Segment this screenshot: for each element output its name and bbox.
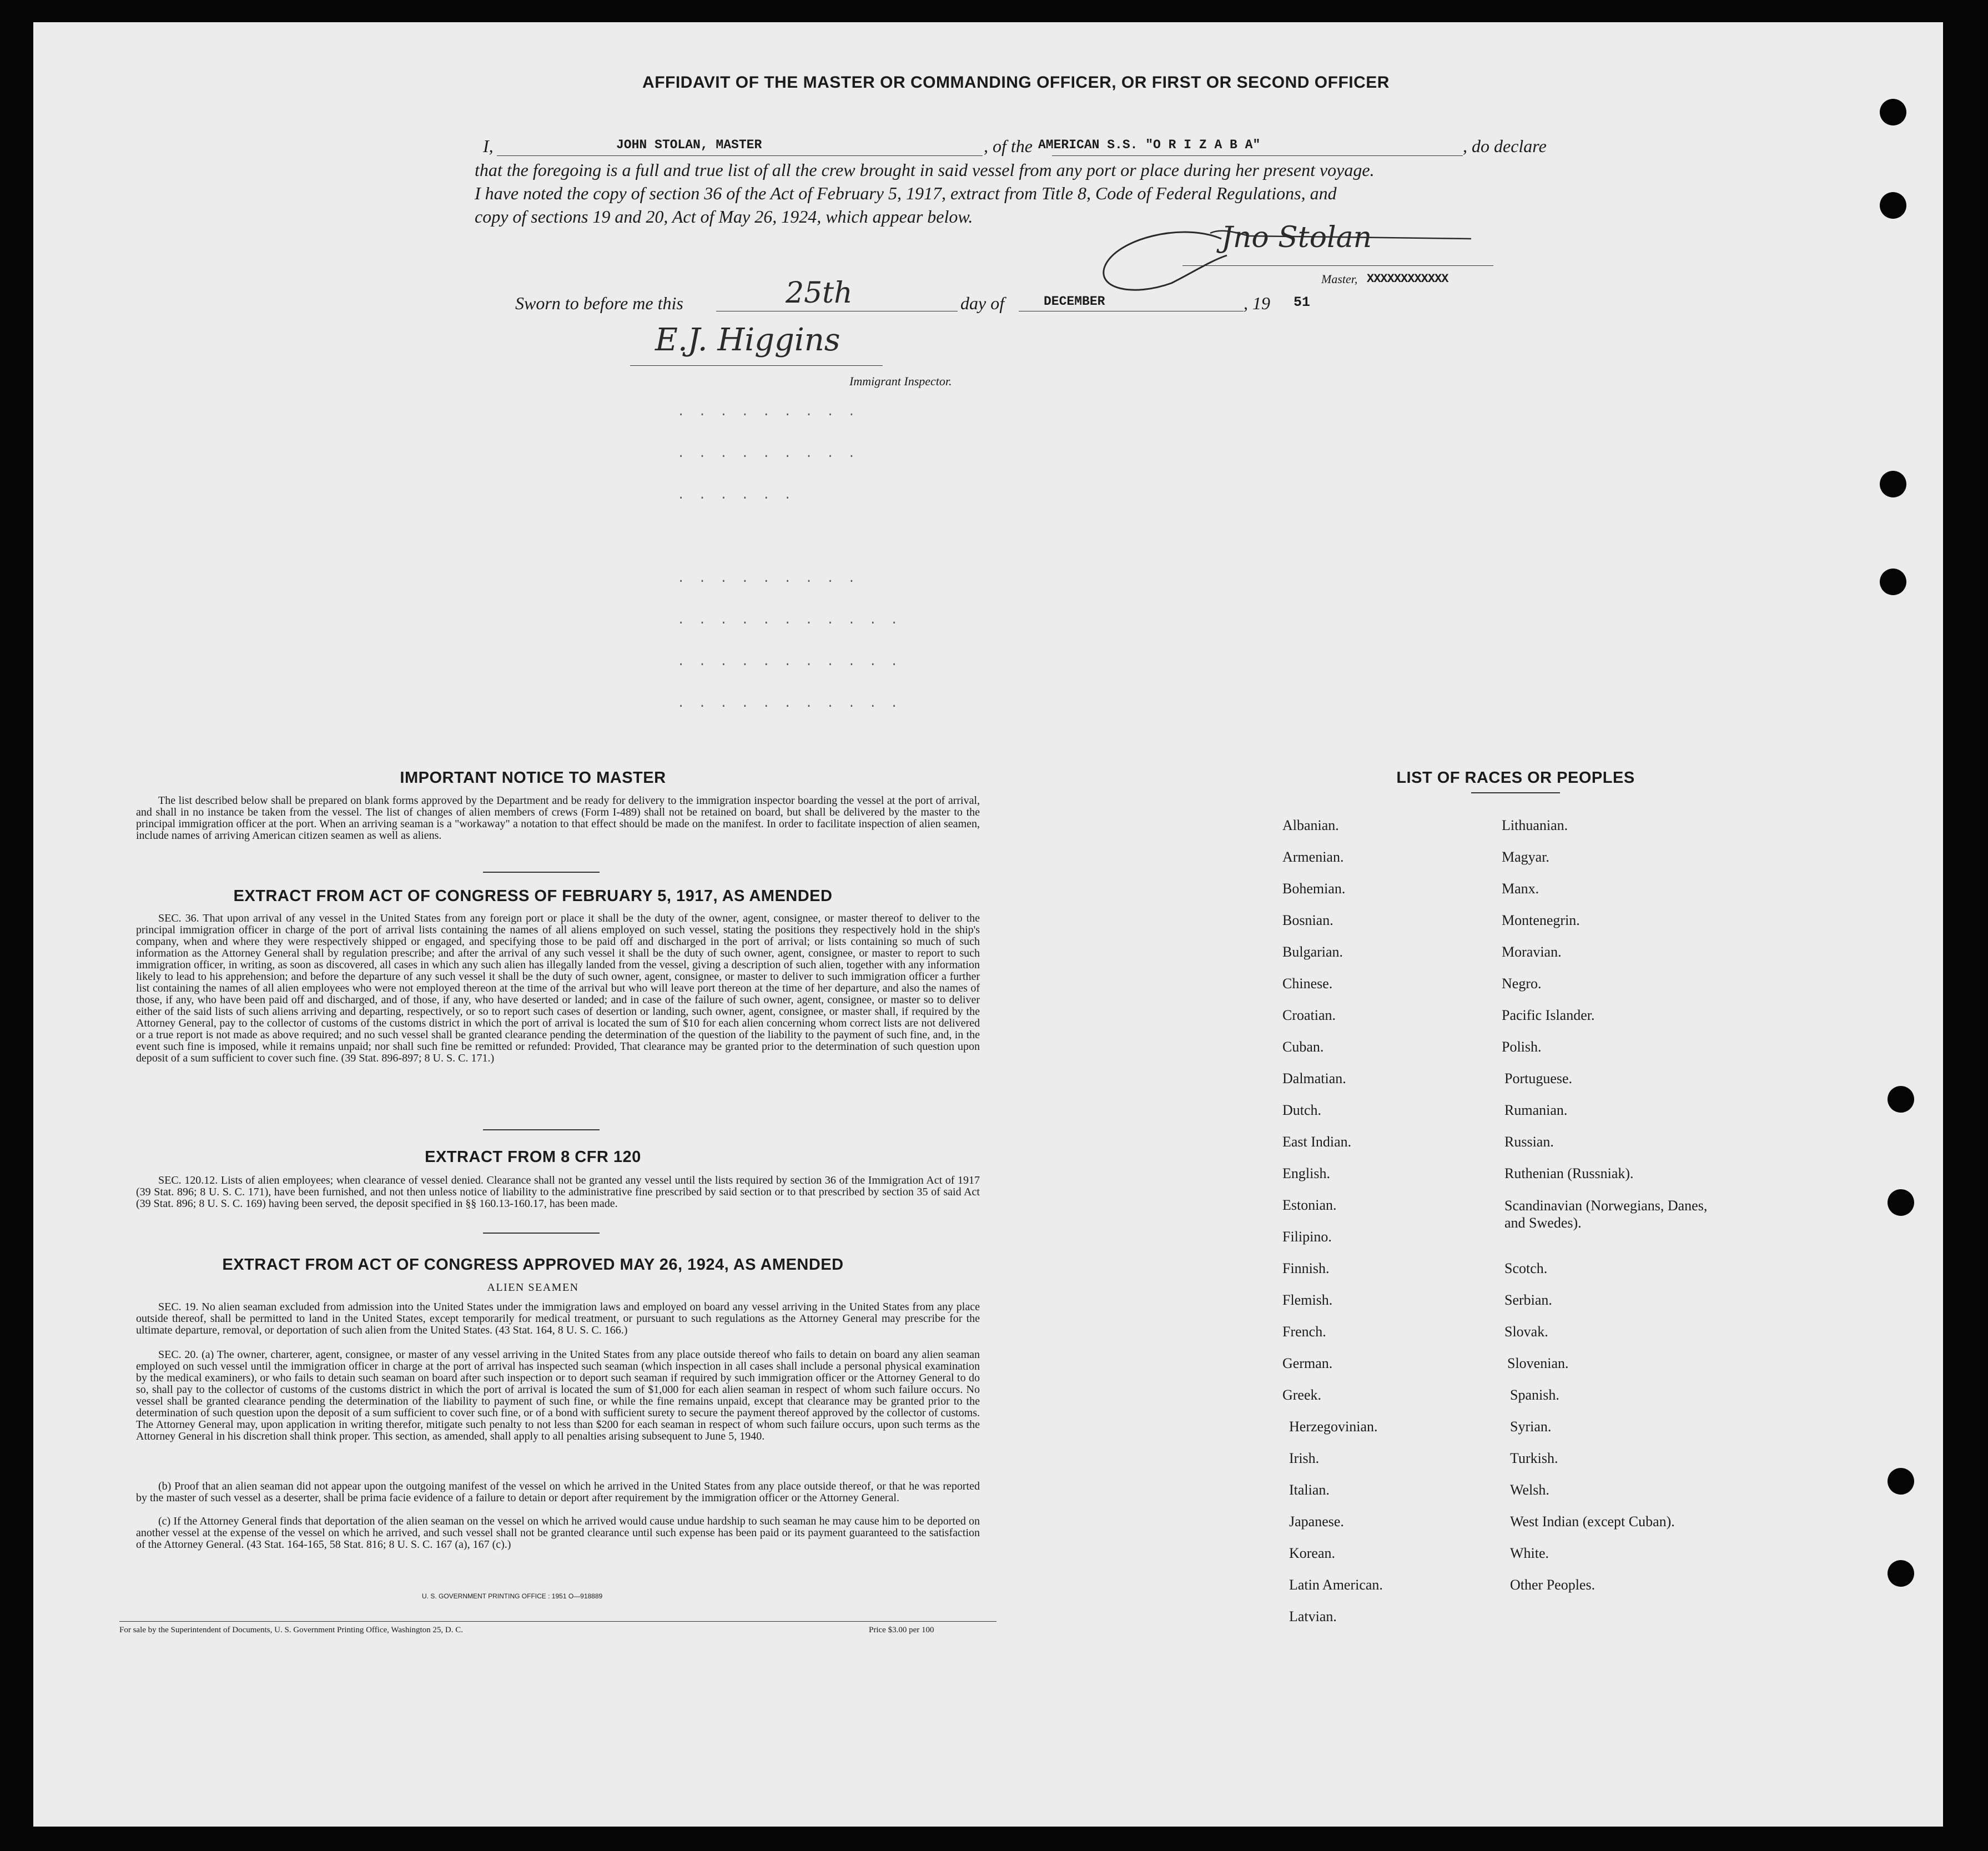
punch-hole: [1880, 99, 1906, 125]
race-item: Bosnian.: [1282, 912, 1333, 928]
race-item: Flemish.: [1282, 1292, 1333, 1308]
race-item: Turkish.: [1510, 1450, 1558, 1466]
race-item: Moravian.: [1502, 944, 1562, 960]
master-title-label: Master,: [1321, 272, 1358, 286]
race-item: Lithuanian.: [1502, 817, 1568, 833]
race-item: Chinese.: [1282, 975, 1333, 992]
race-item: Ruthenian (Russniak).: [1504, 1165, 1634, 1181]
extract-1924-sec20c: (c) If the Attorney General finds that deportation of the alien seaman on the vessel on which he arrived would cause undue hardship to such seaman he may cause him to be deported on another vessel at the expense of the vessel on which he arrived, and such vessel shall not be granted clearance until such expense has been paid or its payment guaranteed to the satisfaction of the Attorney General. (43 Stat. 164-165, 58 Stat. 816; 8 U. S. C. 167 (a), 167 (c).): [136, 1515, 980, 1551]
race-item: Slovenian.: [1507, 1355, 1569, 1371]
inspector-signature-line: [630, 365, 883, 366]
race-item: Scandinavian (Norwegians, Danes, and Swedes).: [1504, 1198, 1708, 1231]
master-title-struck: XXXXXXXXXXXX: [1367, 272, 1448, 286]
race-item: West Indian (except Cuban).: [1510, 1513, 1675, 1530]
extract-cfr-title: EXTRACT FROM 8 CFR 120: [425, 1148, 641, 1166]
extract-1924-sec20a: SEC. 20. (a) The owner, charterer, agent, consignee, or master of any vessel arriving in the United States from any place outside thereof who fails to detain on board any alien seaman employed on such vessel until the immigration officer in charge at the port of arrival has inspected such seaman (which inspection in all cases shall include a personal physical examination by the medical examiners), or who fails to detain such seaman on board after such inspection or to deport such seaman if required by such immigration officer or the Attorney General to do so, shall pay to the collector of customs of the customs district in which the port of arrival is located the sum of $1,000 for each alien seaman in respect of whom such failure occurs. No vessel shall be granted clearance pending the determination of the liability to payment of such fine, or while the fine remains unpaid, except that clearance may be granted prior to the determination of such question upon the deposit of a sum sufficient to cover such fine, or of a bond with sufficient surety to secure the payment thereof approved by the collector of customs. The Attorney General may, upon application in writing therefor, mitigate such penalty to not less than $200 for each seaman in respect of whom such failure occurs, upon such terms as the Attorney General in his discretion shall think proper. This section, as amended, shall apply to all penalties arising subsequent to June 5, 1940.: [136, 1349, 980, 1442]
race-item: Greek.: [1282, 1387, 1322, 1403]
race-item: Slovak.: [1504, 1324, 1548, 1340]
notice-title: IMPORTANT NOTICE TO MASTER: [400, 769, 666, 787]
race-item: Negro.: [1502, 975, 1542, 992]
race-item: Syrian.: [1510, 1419, 1552, 1435]
race-item: Italian.: [1289, 1482, 1330, 1498]
race-item: Finnish.: [1282, 1260, 1330, 1276]
punch-hole: [1888, 1468, 1914, 1495]
affidavit-title: AFFIDAVIT OF THE MASTER OR COMMANDING OFFICER, OR FIRST OR SECOND OFFICER: [642, 73, 1390, 92]
race-item: Japanese.: [1289, 1513, 1344, 1530]
race-item: English.: [1282, 1165, 1330, 1181]
notice-text: The list described below shall be prepared on blank forms approved by the Department and be ready for delivery to the immigration inspector boarding the vessel at the port of arrival, and shall in no instance be taken from the vessel. The list of changes of alien members of crews (Form I-489) shall not be retained on board, but shall be delivered by the master to the principal immigration officer at the port. When an arriving seaman is a "workaway" a notation to that effect should be made on the manifest. In order to facilitate inspection of alien seamen, include names of arriving American citizen seamen as well as aliens.: [136, 794, 980, 842]
extract-1924-sec19: SEC. 19. No alien seaman excluded from admission into the United States under the immigration laws and employed on board any vessel arriving in the United States from any place outside thereof, shall be permitted to land in the United States, except temporarily for medical treatment, or pursuant to such regulations as the Attorney General may prescribe for the ultimate departure, removal, or deportation of such alien from the United States. (43 Stat. 164, 8 U. S. C. 166.): [136, 1301, 980, 1336]
race-item: Russian.: [1504, 1134, 1554, 1150]
alien-seamen-subtitle: ALIEN SEAMEN: [487, 1281, 579, 1294]
punch-hole: [1888, 1560, 1914, 1587]
race-item: Polish.: [1502, 1039, 1542, 1055]
race-item: Manx.: [1502, 881, 1539, 897]
races-title: LIST OF RACES OR PEOPLES: [1396, 769, 1635, 787]
race-item: East Indian.: [1282, 1134, 1352, 1150]
race-item: Korean.: [1289, 1545, 1336, 1561]
race-item: Serbian.: [1504, 1292, 1552, 1308]
affidavit-line-3: I have noted the copy of section 36 of the Act of February 5, 1917, extract from Title 8, Code of Federal Regulations, and: [475, 183, 1337, 203]
sworn-label: Sworn to before me this: [515, 293, 683, 313]
extract-1917-divider: [483, 1129, 600, 1130]
do-declare-label: , do declare: [1463, 136, 1547, 156]
race-item: Herzegovinian.: [1289, 1419, 1378, 1435]
for-sale-note: For sale by the Superintendent of Documents, U. S. Government Printing Office, Washington 25, D. C.: [119, 1626, 463, 1634]
extract-1924-sec20b: (b) Proof that an alien seaman did not appear upon the outgoing manifest of the vessel on which he arrived in the United States from any place outside thereof, or that he was reported by the master of such vessel as a deserter, shall be prima facie evidence of a failure to detain or deport after requirement by the immigration officer or the Attorney General.: [136, 1480, 980, 1504]
race-item: Latvian.: [1289, 1608, 1337, 1624]
footer-rule: [119, 1621, 996, 1622]
sworn-day: 25th: [786, 276, 853, 310]
race-item: Scotch.: [1504, 1260, 1548, 1276]
master-signature-line: [1182, 265, 1493, 266]
sworn-year: 51: [1294, 294, 1311, 310]
extract-1924-title: EXTRACT FROM ACT OF CONGRESS APPROVED MAY 26, 1924, AS AMENDED: [222, 1256, 844, 1274]
race-item: White.: [1510, 1545, 1549, 1561]
race-item: Armenian.: [1282, 849, 1344, 865]
printing-office-note: U. S. GOVERNMENT PRINTING OFFICE : 1951 O—918889: [422, 1592, 603, 1600]
races-title-divider: [1471, 792, 1560, 793]
bleed-through-row: . . . . . . . . .: [677, 447, 859, 461]
punch-hole: [1880, 192, 1906, 219]
punch-hole: [1880, 471, 1906, 497]
extract-1917-text: SEC. 36. That upon arrival of any vessel in the United States from any foreign port or place it shall be the duty of the owner, agent, consignee, or master thereof to deliver to the principal immigration officer in charge of the port of arrival lists containing the names of all aliens employed on such vessel, stating the positions they respectively hold in the ship's company, when and where they were respectively shipped or engaged, and specifying those to be paid off and discharged in the port of arrival; or lists containing so much of such information as the Attorney General shall by regulation prescribe; and after the arrival of any such vessel it shall be the duty of such owner, agent, consignee, or master to report to such immigration officer, in writing, as soon as discovered, all cases in which any such alien has illegally landed from the vessel, giving a description of such alien, together with any information likely to lead to his apprehension; and before the departure of any such vessel it shall be the duty of such owner, agent, consignee, or master to deliver to such immigration officer a further list containing the names of all alien employees who were not employed thereon at the time of the arrival but who will leave port thereon at the time of her departure, and also the names of those, if any, who have been paid off and discharged, and of those, if any, who have deserted or landed; and in case of the failure of such owner, agent, consignee, or master so to deliver either of the said lists of such aliens arriving and departing, respectively, or so to report such cases of desertion or landing, such owner, agent, consignee, or master shall, if required by the Attorney General, pay to the collector of customs of the customs district in which the port of arrival is located the sum of $10 for each alien concerning whom correct lists are not delivered or a true report is not made as above required; and no such vessel shall be granted clearance pending the determination of the question of the liability to the payment of such fine, and, in the event such fine is imposed, while it remains unpaid; nor shall such fine be remitted or refunded: Provided, That clearance may be granted prior to the determination of such question upon deposit of a sum sufficient to cover such fine. (39 Stat. 896-897; 8 U. S. C. 171.): [136, 912, 980, 1064]
extract-cfr-divider: [483, 1233, 600, 1234]
race-item: Estonian.: [1282, 1197, 1337, 1213]
affidavit-line-2: that the foregoing is a full and true list of all the crew brought in said vessel from any port or place during her present voyage.: [475, 160, 1375, 180]
master-name-line: [497, 155, 983, 156]
inspector-signature: E.J. Higgins: [655, 322, 841, 358]
master-name: JOHN STOLAN, MASTER: [616, 138, 762, 152]
punch-hole: [1888, 1086, 1914, 1113]
race-item: Pacific Islander.: [1502, 1007, 1595, 1023]
bleed-through-row: . . . . . . . . .: [677, 405, 859, 419]
race-item: Cuban.: [1282, 1039, 1324, 1055]
race-item: French.: [1282, 1324, 1326, 1340]
race-item: Portuguese.: [1504, 1070, 1573, 1087]
affidavit-i-label: I,: [483, 136, 494, 156]
affidavit-line-4: copy of sections 19 and 20, Act of May 26, 1924, which appear below.: [475, 207, 973, 227]
master-signature: Jno Stolan: [1221, 221, 1372, 254]
race-item: Dalmatian.: [1282, 1070, 1346, 1087]
race-item: Irish.: [1289, 1450, 1320, 1466]
race-item: German.: [1282, 1355, 1333, 1371]
notice-divider: [483, 872, 600, 873]
of-the-label: , of the: [984, 136, 1033, 156]
day-of-label: day of: [960, 293, 1005, 313]
punch-hole: [1880, 569, 1906, 595]
vessel-name: AMERICAN S.S. "O R I Z A B A": [1038, 138, 1261, 152]
price-note: Price $3.00 per 100: [869, 1626, 934, 1634]
bleed-through-row: . . . . . .: [677, 489, 795, 502]
race-item: Dutch.: [1282, 1102, 1322, 1118]
sworn-year-prefix: , 19: [1244, 293, 1270, 313]
sworn-month: DECEMBER: [1044, 294, 1105, 309]
bleed-through-row: . . . . . . . . . . .: [677, 613, 902, 627]
race-item: Montenegrin.: [1502, 912, 1580, 928]
extract-cfr-text: SEC. 120.12. Lists of alien employees; when clearance of vessel denied. Clearance shall not be granted any vessel until the lists required by section 36 of the Immigration Act of 1917 (39 Stat. 896; 8 U. S. C. 171), have been furnished, and not then unless notice of liability to the administrative fine prescribed by said section or to that prescribed by section 35 of said Act (39 Stat. 896; 8 U. S. C. 169) having been served, the deposit specified in §§ 160.13-160.17, has been made.: [136, 1174, 980, 1210]
race-item: Magyar.: [1502, 849, 1549, 865]
race-item: Latin American.: [1289, 1577, 1383, 1593]
manifest-page: [33, 22, 1943, 1827]
master-signature-group: [1083, 217, 1582, 300]
race-item: Other Peoples.: [1510, 1577, 1596, 1593]
bleed-through-row: . . . . . . . . . . .: [677, 697, 902, 711]
race-item: Albanian.: [1282, 817, 1339, 833]
extract-1917-title: EXTRACT FROM ACT OF CONGRESS OF FEBRUARY 5, 1917, AS AMENDED: [233, 887, 833, 905]
inspector-label: Immigrant Inspector.: [849, 374, 952, 388]
bleed-through-row: . . . . . . . . .: [677, 572, 859, 586]
race-item: Spanish.: [1510, 1387, 1559, 1403]
race-item: Bohemian.: [1282, 881, 1346, 897]
race-item: Filipino.: [1282, 1229, 1332, 1245]
race-item: Croatian.: [1282, 1007, 1336, 1023]
punch-hole: [1888, 1189, 1914, 1216]
race-item: Rumanian.: [1504, 1102, 1568, 1118]
bleed-through-row: . . . . . . . . . . .: [677, 655, 902, 669]
vessel-line: [1052, 155, 1463, 156]
race-item: Bulgarian.: [1282, 944, 1343, 960]
race-item: Welsh.: [1510, 1482, 1549, 1498]
